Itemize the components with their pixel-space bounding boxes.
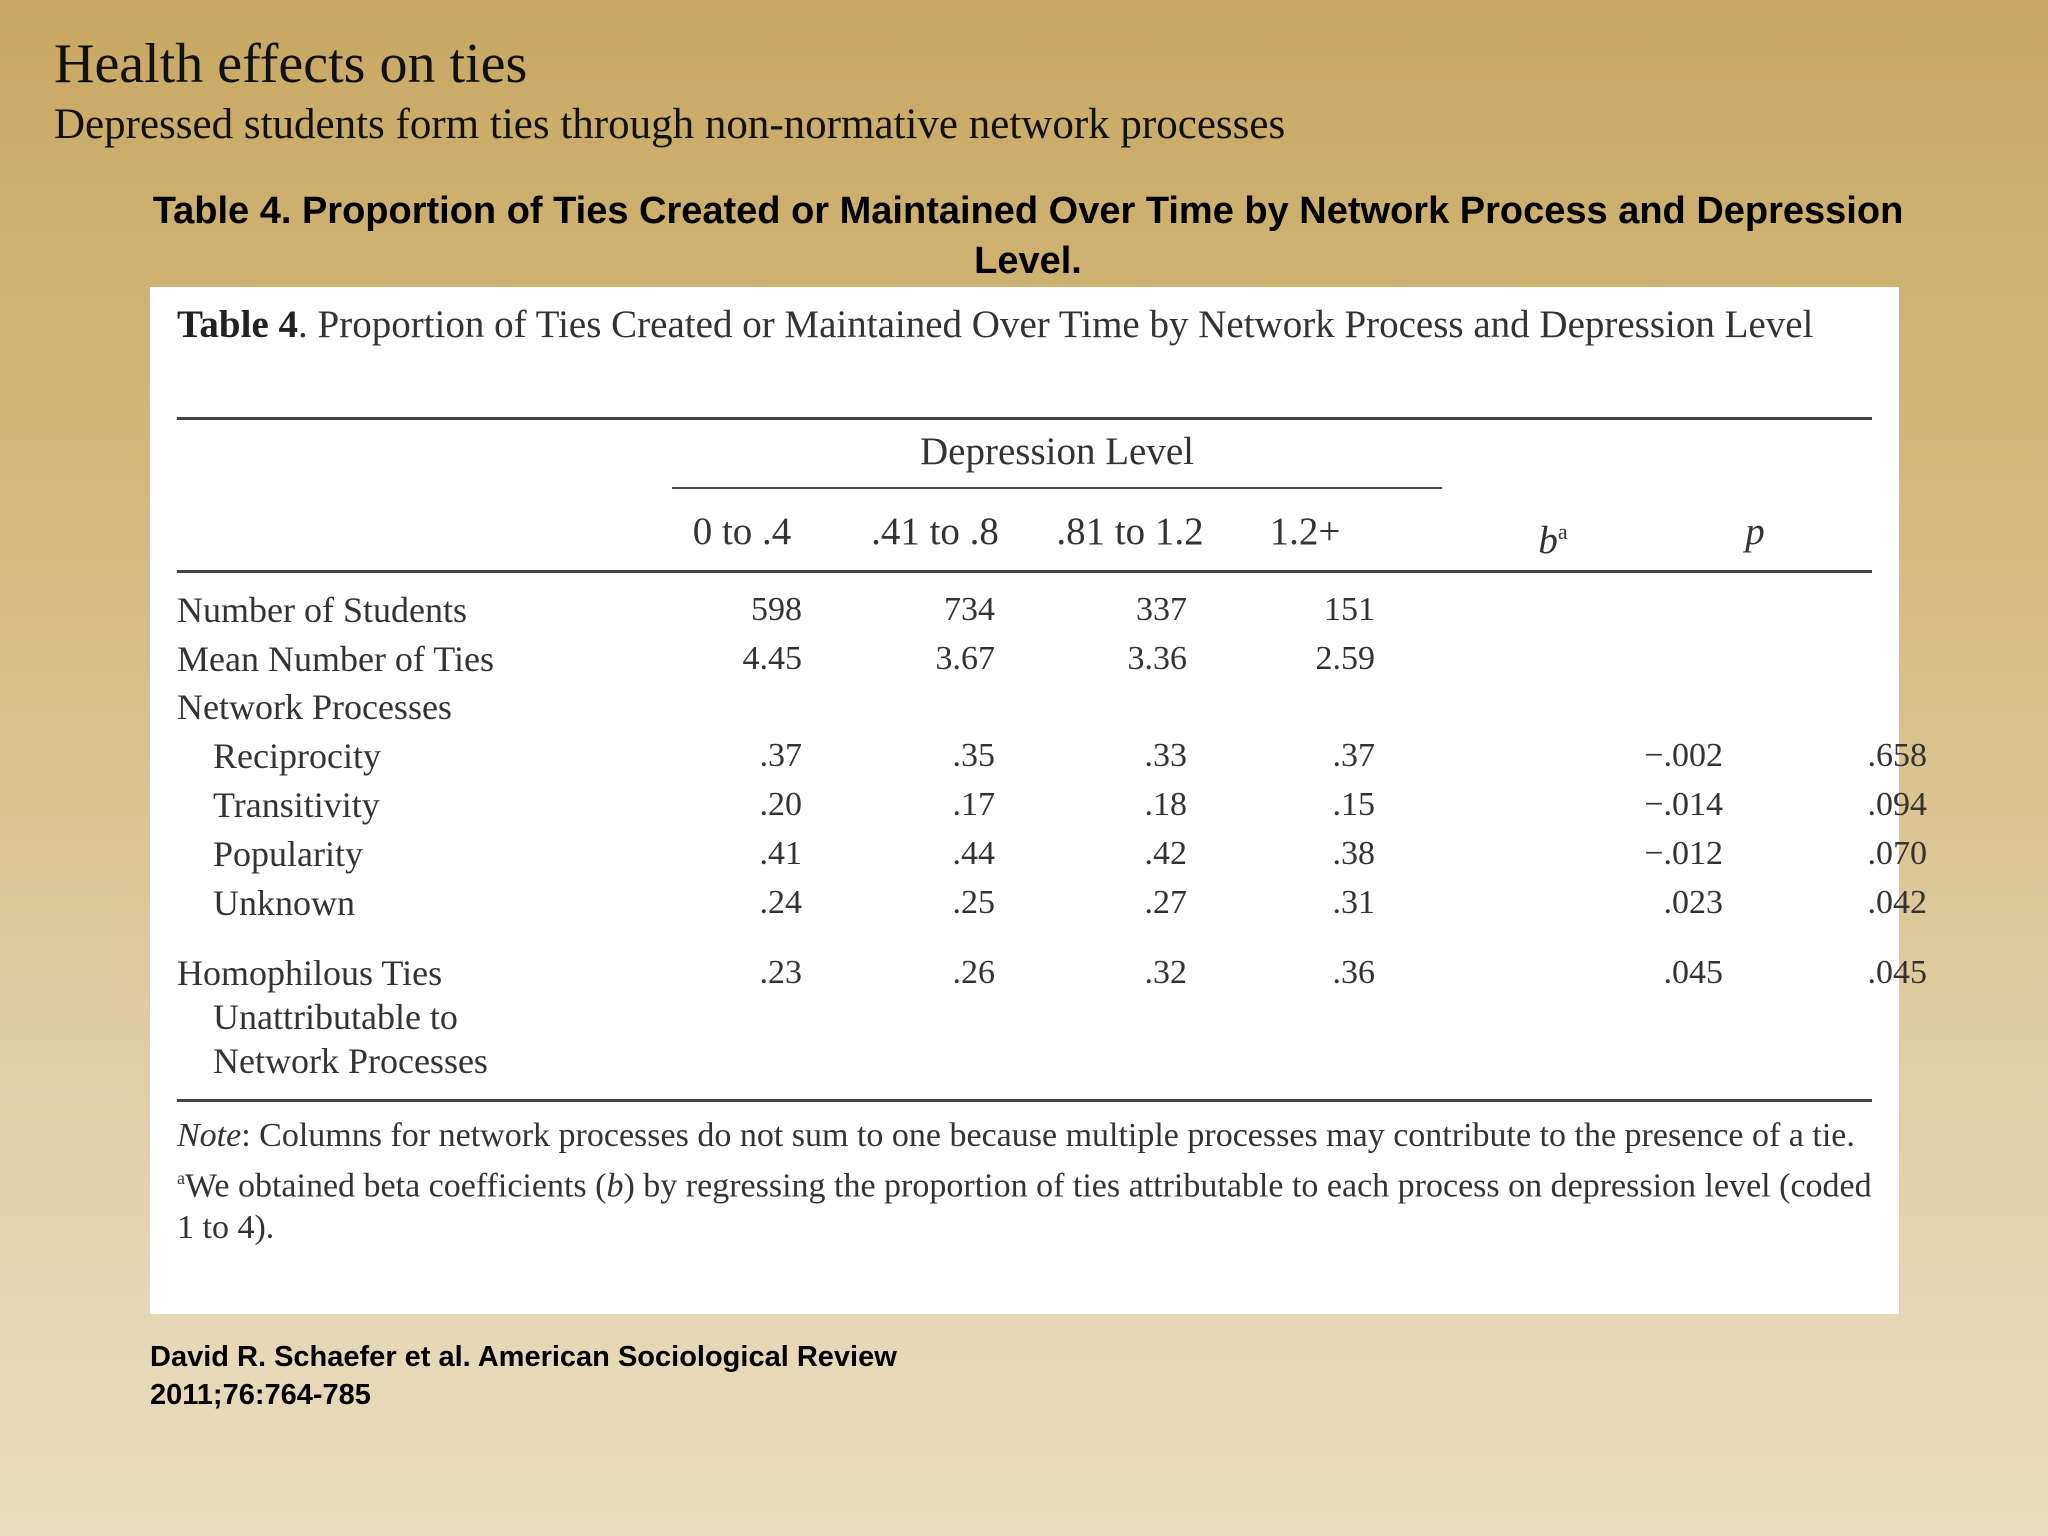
cell: .26 bbox=[952, 954, 995, 991]
cell-p: .658 bbox=[1867, 737, 1927, 774]
row-label-students: Number of Students bbox=[177, 590, 467, 630]
cell-b: .023 bbox=[1663, 884, 1723, 921]
cell: .35 bbox=[952, 737, 995, 774]
citation-line-2: 2011;76:764-785 bbox=[150, 1379, 371, 1411]
cell: .23 bbox=[759, 954, 802, 991]
cell: .38 bbox=[1332, 835, 1375, 872]
row-label-unknown: Unknown bbox=[213, 883, 355, 923]
span-rule bbox=[672, 487, 1442, 489]
cell: 337 bbox=[1136, 591, 1187, 628]
depression-level-header: Depression Level bbox=[920, 430, 1194, 473]
col-header-b bbox=[1483, 507, 1623, 566]
cell-b: .045 bbox=[1663, 954, 1723, 991]
cell-b: −.002 bbox=[1644, 737, 1723, 774]
cell: .27 bbox=[1144, 884, 1187, 921]
section-label-network-processes: Network Processes bbox=[177, 687, 452, 727]
table-title-bold: Table 4 bbox=[177, 303, 299, 346]
header-rule bbox=[177, 570, 1872, 573]
footnote-paragraph bbox=[177, 1157, 1877, 1249]
cell: 3.36 bbox=[1127, 640, 1187, 677]
table-note bbox=[177, 1115, 1877, 1249]
table-image-panel bbox=[150, 287, 1927, 1314]
citation bbox=[150, 1338, 897, 1414]
cell: 734 bbox=[944, 591, 995, 628]
row-label-homophilous-2: Unattributable to bbox=[213, 997, 458, 1037]
col-header-b-sup: a bbox=[1557, 519, 1568, 544]
cell-p: .070 bbox=[1867, 835, 1927, 872]
slide-title: Health effects on ties bbox=[54, 33, 528, 95]
cell: 598 bbox=[751, 591, 802, 628]
cell: .42 bbox=[1144, 835, 1187, 872]
cell: .37 bbox=[759, 737, 802, 774]
footnote-text-1: We obtained beta coefficients ( bbox=[185, 1167, 607, 1205]
cell: 3.67 bbox=[935, 640, 995, 677]
col-header-3: .81 to 1.2 bbox=[1056, 510, 1204, 553]
row-label-popularity: Popularity bbox=[213, 834, 363, 874]
top-rule bbox=[177, 417, 1872, 420]
row-label-transitivity: Transitivity bbox=[213, 785, 380, 825]
cell: .15 bbox=[1332, 786, 1375, 823]
row-label-reciprocity: Reciprocity bbox=[213, 736, 381, 776]
cell: .44 bbox=[952, 835, 995, 872]
cell: .32 bbox=[1144, 954, 1187, 991]
footnote-text-2: ) by regressing the proportion of ties attributable to each process on depression level (coded 1 to 4). bbox=[177, 1167, 1872, 1247]
cell: .24 bbox=[759, 884, 802, 921]
col-header-4: 1.2+ bbox=[1269, 510, 1341, 553]
cell-b: −.012 bbox=[1644, 835, 1723, 872]
row-label-homophilous-1: Homophilous Ties bbox=[177, 953, 443, 993]
col-header-b-letter: b bbox=[1538, 519, 1558, 562]
table-title-rest: . Proportion of Ties Created or Maintained Over Time by Network Process and Depression Level bbox=[298, 303, 1814, 346]
note-paragraph bbox=[177, 1115, 1877, 1157]
citation-line-1: David R. Schaefer et al. American Sociological Review bbox=[150, 1341, 897, 1373]
cell: .41 bbox=[759, 835, 802, 872]
cell-p: .094 bbox=[1867, 786, 1927, 823]
table-caption: Table 4. Proportion of Ties Created or Maintained Over Time by Network Process and Depression Level. bbox=[152, 190, 1904, 282]
bottom-rule bbox=[177, 1099, 1872, 1102]
cell: .36 bbox=[1332, 954, 1375, 991]
col-header-1: 0 to .4 bbox=[692, 510, 792, 553]
cell: .37 bbox=[1332, 737, 1375, 774]
table-title bbox=[177, 301, 1857, 349]
cell: .18 bbox=[1144, 786, 1187, 823]
row-label-mean-ties: Mean Number of Ties bbox=[177, 639, 494, 679]
footnote-sup: a bbox=[177, 1168, 185, 1188]
cell: .20 bbox=[759, 786, 802, 823]
footnote-b: b bbox=[606, 1167, 624, 1205]
cell: 151 bbox=[1324, 591, 1375, 628]
cell-b: −.014 bbox=[1644, 786, 1723, 823]
cell-p: .042 bbox=[1867, 884, 1927, 921]
cell: .25 bbox=[952, 884, 995, 921]
slide-subtitle: Depressed students form ties through non-normative network processes bbox=[54, 101, 1286, 148]
col-header-2: .41 to .8 bbox=[871, 510, 999, 553]
cell: .31 bbox=[1332, 884, 1375, 921]
note-text: : Columns for network processes do not sum to one because multiple processes may contribute to the presence of a tie. bbox=[241, 1117, 1855, 1154]
note-word: Note bbox=[177, 1117, 242, 1154]
cell: 2.59 bbox=[1315, 640, 1375, 677]
cell-p: .045 bbox=[1867, 954, 1927, 991]
cell: .17 bbox=[952, 786, 995, 823]
cell: 4.45 bbox=[742, 640, 802, 677]
row-label-homophilous-3: Network Processes bbox=[213, 1041, 488, 1081]
cell: .33 bbox=[1144, 737, 1187, 774]
col-header-p: p bbox=[1745, 510, 1765, 553]
